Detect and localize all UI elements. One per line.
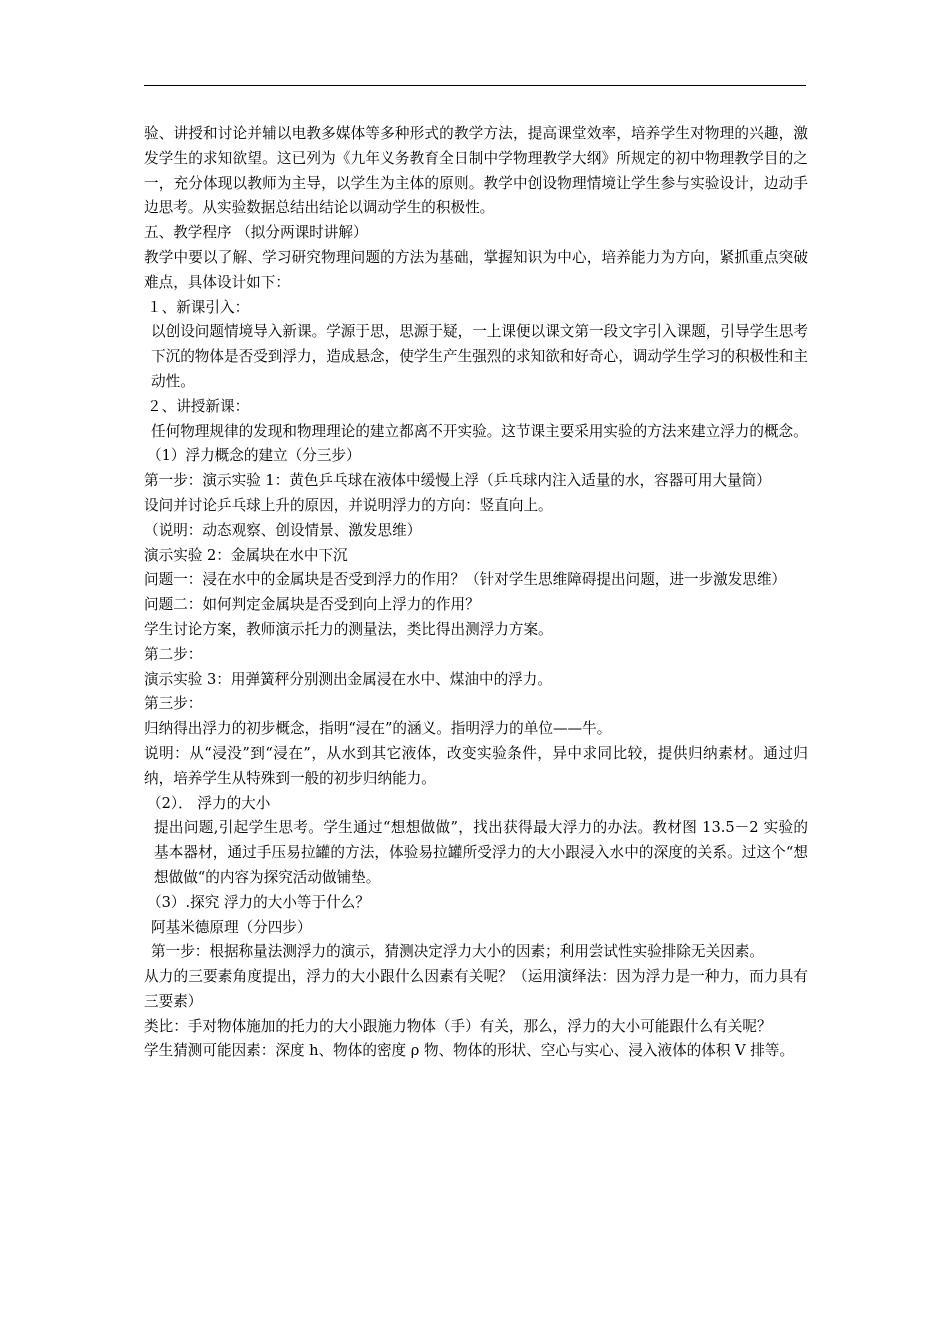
paragraph-think-and-do: 提出问题,引起学生思考。学生通过“想想做做”，找出获得最大浮力的办法。教材图 13.5－2 实验的基本器材，通过手压易拉罐的方法，体验易拉罐所受浮力的大小跟浸入水中的深度的关系。过这个“想想做做“的内容为探究活动做铺垫。 (154, 819, 808, 886)
paragraph-archimedes-step-one: 第一步：根据称量法测浮力的演示，猜测决定浮力大小的因素；利用尝试性实验排除无关因素。 (151, 943, 764, 961)
paragraph-question-2: 问题二：如何判定金属块是否受到向上浮力的作用？ (144, 596, 480, 614)
heading-teaching-new-lesson: ２、讲授新课： (147, 397, 250, 415)
heading-teaching-procedure: 五、教学程序 （拟分两课时讲解） (144, 224, 368, 242)
paragraph-intro-description: 以创设问题情境导入新课。学源于思，思源于疑，一上课便以课文第一段文字引入课题，引导学生思考下沉的物体是否受到浮力，造成悬念，使学生产生强烈的求知欲和好奇心，调动学生学习的积极性和主动性。 (151, 323, 808, 390)
heading-new-lesson-intro: １、新课引入： (147, 298, 250, 316)
header-rule (144, 85, 806, 86)
paragraph-design-overview: 教学中要以了解、学习研究物理问题的方法为基础，掌握知识为中心，培养能力为方向，紧抓重点突破难点，具体设计如下： (144, 248, 808, 291)
paragraph-demo-3: 演示实验 3：用弹簧秤分别测出金属浸在水中、煤油中的浮力。 (144, 670, 552, 688)
heading-step-three: 第三步： (144, 695, 203, 713)
paragraph-note-dynamic: （说明：动态观察、创设情景、激发思维） (144, 521, 422, 539)
paragraph-note-induction: 说明：从“浸没”到“浸在”，从水到其它液体，改变实验条件，异中求同比较，提供归纳素材。通过归纳，培养学生从特殊到一般的初步归纳能力。 (144, 744, 808, 787)
paragraph-demo-2: 演示实验 2：金属块在水中下沉 (144, 546, 348, 564)
paragraph-teaching-methods: 验、讲授和讨论并辅以电教多媒体等多种形式的教学方法，提高课堂效率，培养学生对物理的兴趣，激发学生的求知欲望。这已列为《九年义务教育全日制中学物理教学大纲》所规定的初中物理教学目的之一，充分体现以教师为主导，以学生为主体的原则。教学中创设物理情境让学生参与实验设计，边动手边思考。从实验数据总结出结论以调动学生的积极性。 (144, 125, 808, 217)
heading-buoyancy-concept: （1）浮力概念的建立（分三步） (147, 447, 361, 465)
heading-explore-buoyancy: （3）.探究 浮力的大小等于什么？ (147, 893, 370, 911)
paragraph-analogy: 类比：手对物体施加的托力的大小跟施力物体（手）有关，那么，浮力的大小可能跟什么有关呢？ (144, 1017, 772, 1035)
paragraph-student-guess: 学生猜测可能因素：深度 h、物体的密度 ρ 物、物体的形状、空心与实心、浸入液体的体积 V 排等。 (144, 1042, 795, 1060)
paragraph-experiment-basis: 任何物理规律的发现和物理理论的建立都离不开实验。这节课主要采用实验的方法来建立浮力的概念。 (151, 422, 808, 440)
paragraph-step-one-demo-1: 第一步：演示实验 1：黄色乒乓球在液体中缓慢上浮（乒乓球内注入适量的水，容器可用大量筒） (144, 472, 771, 490)
paragraph-concept-summary: 归纳得出浮力的初步概念，指明“浸在”的涵义。指明浮力的单位——牛。 (144, 720, 612, 738)
paragraph-question-1: 问题一：浸在水中的金属块是否受到浮力的作用？（针对学生思维障碍提出问题，进一步激发思维） (144, 571, 787, 589)
paragraph-three-elements: 从力的三要素角度提出，浮力的大小跟什么因素有关呢？（运用演绎法：因为浮力是一种力，而力具有三要素） (144, 968, 808, 1010)
heading-step-two: 第二步： (144, 645, 203, 663)
paragraph-student-discussion: 学生讨论方案，教师演示托力的测量法，类比得出测浮力方案。 (144, 620, 553, 638)
heading-buoyancy-magnitude: （2）． 浮力的大小 (147, 794, 271, 812)
heading-archimedes-principle: 阿基米德原理（分四步） (151, 918, 312, 936)
paragraph-discuss-pingpong: 设问并讨论乒乓球上升的原因，并说明浮力的方向：竖直向上。 (144, 496, 553, 514)
document-body (144, 122, 808, 1064)
